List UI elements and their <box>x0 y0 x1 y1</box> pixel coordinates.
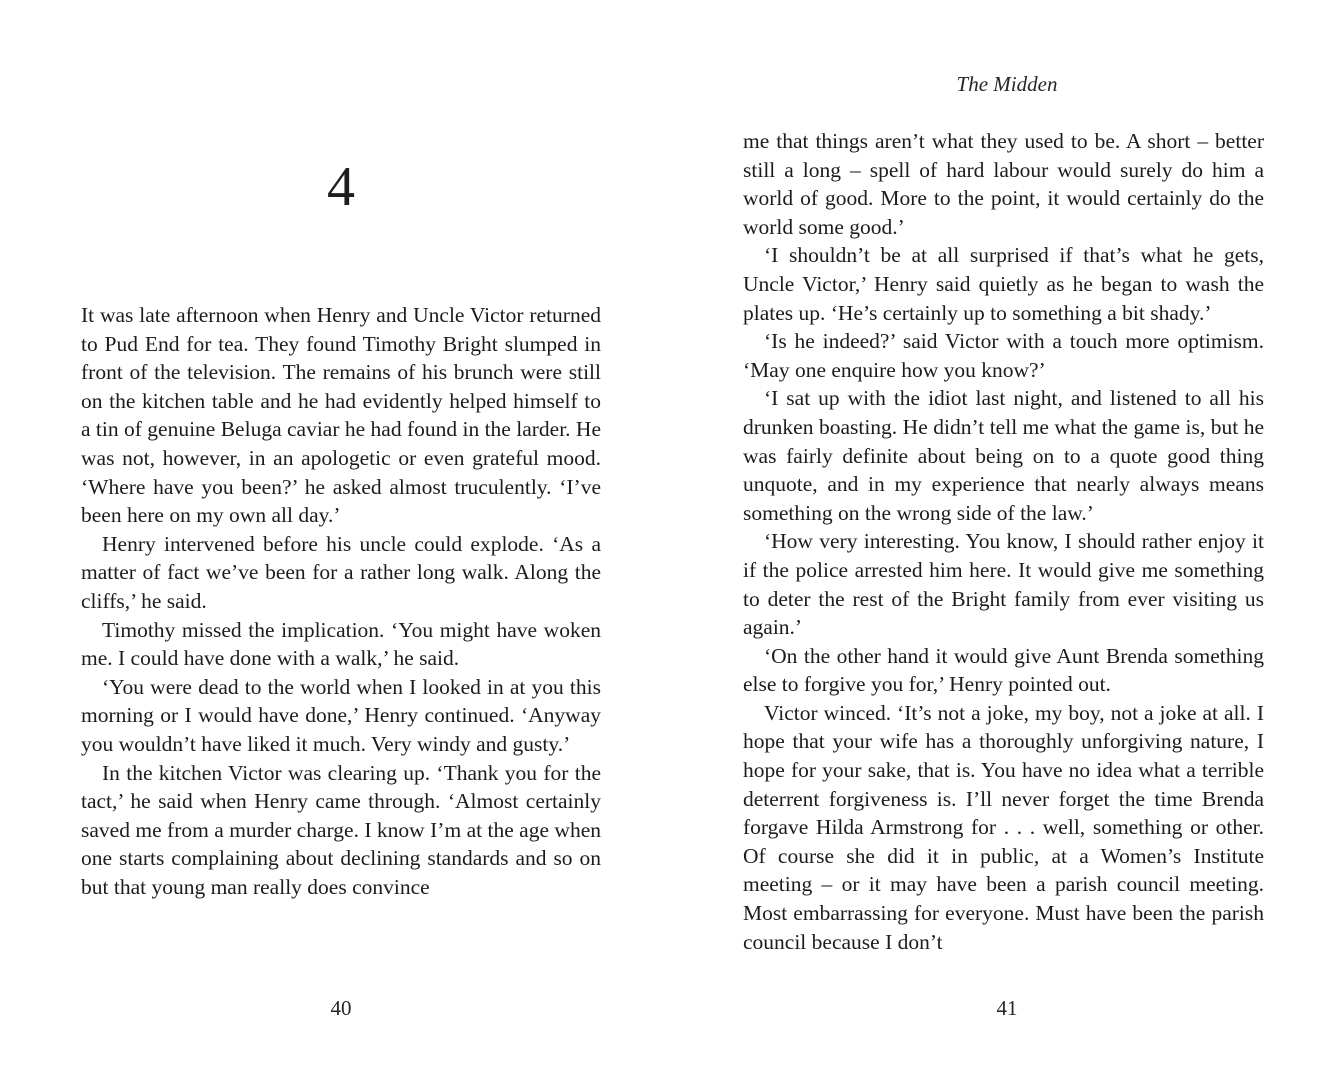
paragraph: Timothy missed the implication. ‘You might have woken me. I could have done with a walk,’ he said. <box>81 617 601 671</box>
right-body-text <box>743 127 1264 956</box>
chapter-number: 4 <box>327 156 355 218</box>
paragraph: me that things aren’t what they used to be. A short – better still a long – spell of hard labour would surely do him a world of good. More to the point, it would certainly do the world some good.’ <box>743 129 1264 239</box>
page-number: 40 <box>330 996 352 1020</box>
page-number: 41 <box>996 996 1018 1020</box>
left-page <box>0 0 671 1080</box>
paragraph: ‘How very interesting. You know, I should rather enjoy it if the police arrested him here. It would give me something to deter the rest of the Bright family from ever visiting us again.’ <box>743 529 1264 640</box>
paragraph: In the kitchen Victor was clearing up. ‘Thank you for the tact,’ he said when Henry came through. ‘Almost certainly saved me from a murder charge. I know I’m at the age when one starts complaining about declining standards and so on but that young man really does convince <box>81 760 601 899</box>
paragraph: ‘I sat up with the idiot last night, and listened to all his drunken boasting. He didn’t tell me what the game is, but he was fairly definite about being on to a quote good thing unquote, and in my experience that nearly always means something on the wrong side of the law.’ <box>743 386 1264 525</box>
paragraph: ‘You were dead to the world when I looked in at you this morning or I would have done,’ Henry continued. ‘Anyway you wouldn’t have liked it much. Very windy and gusty.’ <box>81 674 601 756</box>
paragraph: Henry intervened before his uncle could explode. ‘As a matter of fact we’ve been for a rather long walk. Along the cliffs,’ he said. <box>81 531 601 613</box>
right-page <box>671 0 1343 1080</box>
paragraph: Victor winced. ‘It’s not a joke, my boy, not a joke at all. I hope that your wife has a thoroughly unforgiving nature, I hope for your sake, that is. You have no idea what a terrible deterrent forgiveness is. I’ll never forget the time Brenda forgave Hilda Armstrong for . . . well, something or other. Of course she did it in public, at a Women’s Institute meeting – or it may have been a parish council meeting. Most embarrassing for everyone. Must have been the parish council because I don’t <box>743 700 1264 954</box>
left-body-text <box>81 301 601 901</box>
paragraph: ‘Is he indeed?’ said Victor with a touch more optimism. ‘May one enquire how you know?’ <box>743 329 1264 382</box>
paragraph: It was late afternoon when Henry and Uncle Victor returned to Pud End for tea. They found Timothy Bright slumped in front of the television. The remains of his brunch were still on the kitchen table and he had evidently helped himself to a tin of genuine Beluga caviar he had found in the larder. He was not, however, in an apologetic or even grateful mood. ‘Where have you been?’ he asked almost truculently. ‘I’ve been here on my own all day.’ <box>81 303 601 528</box>
paragraph: ‘I shouldn’t be at all surprised if that’s what he gets, Uncle Victor,’ Henry said quietly as he began to wash the plates up. ‘He’s certainly up to something a bit shady.’ <box>743 243 1264 325</box>
running-head: The Midden <box>956 72 1058 96</box>
paragraph: ‘On the other hand it would give Aunt Brenda something else to forgive you for,’ Henry pointed out. <box>743 643 1264 697</box>
